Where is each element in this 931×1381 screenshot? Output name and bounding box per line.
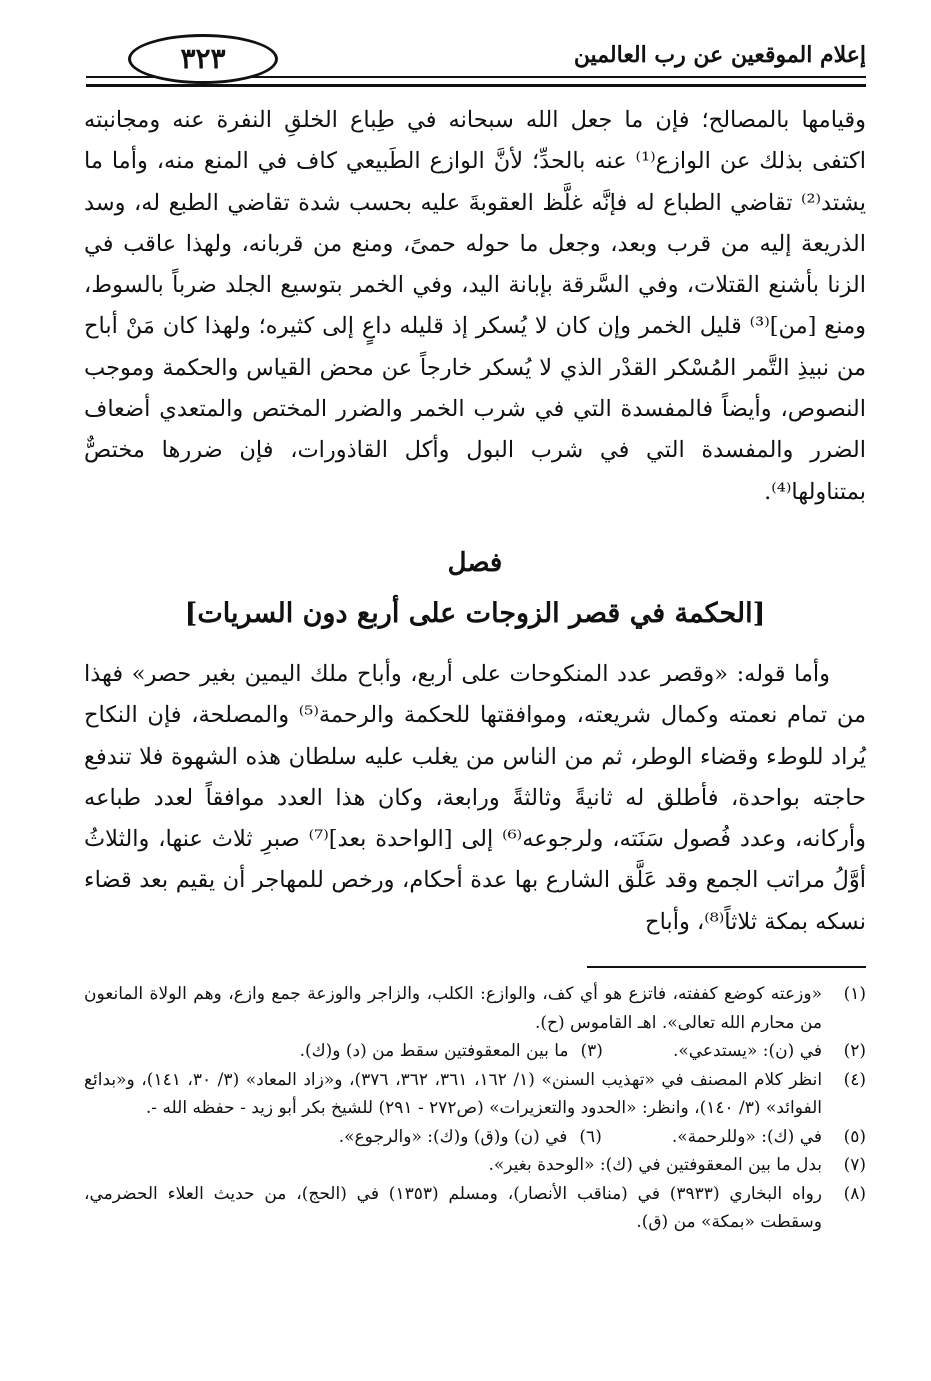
footnote-number: (٣) bbox=[580, 1041, 603, 1061]
section-label: فصل bbox=[447, 548, 503, 578]
footnote-separator bbox=[587, 966, 866, 968]
footnote-2-3 bbox=[84, 1037, 866, 1066]
footnote-text: في (ن): «يستدعي». bbox=[672, 1041, 822, 1061]
footnote-text: في (ن) و(ق) و(ك): «والرجوع». bbox=[338, 1126, 568, 1147]
footnote-number: (١) bbox=[843, 984, 866, 1004]
footnote-text: بدل ما بين المعقوفتين في (ك): «الوحدة بغير». bbox=[488, 1155, 822, 1175]
paragraph: وقيامها بالمصالح؛ فإن ما جعل الله سبحانه في طِباع الخلقِ النفرة عنه ومجانبته اكتفى بذلك عن الوازع⁽¹⁾ عنه بالحدِّ؛ لأنَّ الوازع الطَبيعي كاف في المنع منه، وأما ما يشتد⁽²⁾ تقاضي الطباع له فإنَّه غلَّظ العقوبةَ عليه بحسب شدة تقاضي الطبع له، وسد الذريعة إليه من قرب وبعد، وجعل ما حوله حمىً، ومنع من قربانه، ولهذا عاقب في الزنا بأشنع القتلات، وفي السَّرقة بإبانة اليد، وفي الخمر بتوسيع الجلد ضرباً بالسوط، ومنع [من]⁽³⁾ قليل الخمر وإن كان لا يُسكر إذ قليله داعٍ إلى كثيره؛ ولهذا كان مَنْ أباح من نبيذِ التَّمر المُسْكر القدْر الذي لا يُسكر خارجاً عن محض القياس والحكمة وموجب النصوص، وأيضاً فالمفسدة التي في شرب الخمر والضرر المختص والمتعدي أضعاف الضرر والمفسدة التي في شرب البول وأكل القاذورات، فإن ضررها مختصٌّ بمتناولها⁽⁴⁾. bbox=[84, 107, 866, 505]
header-rule-thick bbox=[86, 84, 866, 87]
paragraph: وأما قوله: «وقصر عدد المنكوحات على أربع، وأباح ملك اليمين بغير حصر» فهذا من تمام نعمته وكمال شريعته، وموافقتها للحكمة والرحمة⁽⁵⁾ والمصلحة، فإن النكاح يُراد للوطء وقضاء الوطر، ثم من الناس من يغلب عليه سلطان هذه الشهوة فلا تندفع حاجته بواحدة، فأطلق له ثانيةً وثالثةً ورابعة، وكان هذا العدد موافقاً لعدد طباعه وأركانه، وعدد فُصول سَنَته، ولرجوعه⁽⁶⁾ إلى [الواحدة بعد]⁽⁷⁾ صبرِ ثلاث عنها، والثلاثُ أوَّلُ مراتب الجمع وقد عَلَّق الشارع بها عدة أحكام، ورخص للمهاجر أن يقيم بعد قضاء نسكه بمكة ثلاثاً⁽⁸⁾، وأباح bbox=[84, 661, 866, 935]
footnote-number: (٨) bbox=[843, 1183, 866, 1204]
footnote-4 bbox=[84, 1066, 866, 1123]
footnote-5-6 bbox=[84, 1123, 866, 1152]
footnote-number: (٢) bbox=[843, 1041, 866, 1061]
footnote-text: رواه البخاري (٣٩٣٣) في (مناقب الأنصار)، ومسلم (١٣٥٣) في (الحج)، من حديث العلاء الحضرمي، وسقطت «بمكة» من (ق). bbox=[84, 1183, 822, 1232]
footnote-text: انظر كلام المصنف في «تهذيب السنن» (١/ ١٦٢، ٣٦١، ٣٦٢، ٣٧٦)، و«زاد المعاد» (٣/ ٣٠، ١٤١)، و«بدائع الفوائد» (٣/ ١٤٠)، وانظر: «الحدود والتعزيرات» (ص٢٧٢ - ٢٩١) للشيخ بكر أبو زيد - حفظه الله -. bbox=[84, 1069, 823, 1118]
footnote-8 bbox=[84, 1180, 866, 1237]
body-text-bottom bbox=[84, 654, 866, 943]
section-heading: [الحكمة في قصر الزوجات على أربع دون السريات] bbox=[184, 598, 766, 629]
footnote-text: في (ك): «وللرحمة». bbox=[671, 1126, 822, 1147]
footnote-number: (٤) bbox=[843, 1069, 866, 1090]
footnote-7 bbox=[84, 1151, 866, 1180]
body-text-top bbox=[84, 100, 866, 513]
footnotes bbox=[84, 980, 866, 1237]
footnote-1 bbox=[84, 980, 866, 1037]
page-header bbox=[86, 30, 866, 92]
footnote-number: (٧) bbox=[843, 1155, 866, 1175]
footnote-number: (٦) bbox=[579, 1126, 602, 1147]
book-title: إعلام الموقعين عن رب العالمين bbox=[573, 42, 866, 68]
footnote-text: ما بين المعقوفتين سقط من (د) و(ك). bbox=[299, 1041, 569, 1061]
footnote-number: (٥) bbox=[843, 1126, 866, 1147]
footnote-text: «وزعته كوضع كففته، فاتزع هو أي كف، والوازع: الكلب، والزاجر والوزعة جمع وازع، وهم الولاة المانعون من محارم الله تعالى». اهـ القاموس (ح). bbox=[84, 984, 822, 1033]
page-number: ٣٢٣ bbox=[128, 34, 278, 84]
